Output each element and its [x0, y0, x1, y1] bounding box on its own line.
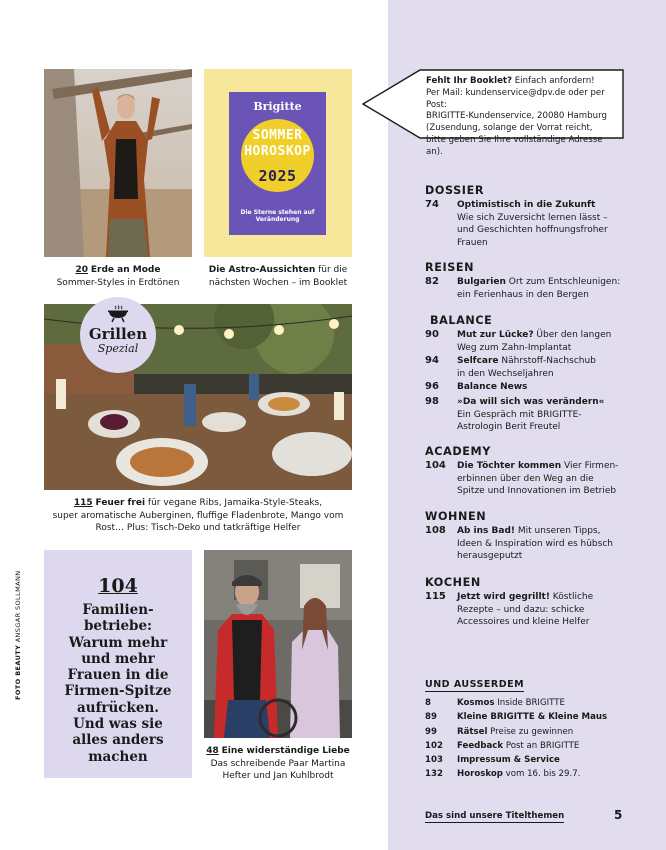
feature-page-number: 104 — [98, 575, 138, 597]
booklet-title-1: SOMMER — [252, 128, 303, 143]
photo-credit: FOTO BEAUTY ANSGAR SOLLMANN — [14, 570, 22, 700]
booklet-title-2: HOROSKOP — [244, 144, 311, 159]
couple-photo[interactable] — [204, 550, 352, 738]
page-number: 5 — [614, 808, 623, 822]
caption-liebe: 48 Eine widerständige Liebe Das schreibende Paar Martina Hefter und Jan Kuhlbrodt — [206, 746, 350, 781]
section-dossier: DOSSIER — [425, 184, 485, 197]
badge-word-2: Spezial — [97, 342, 139, 355]
booklet-year: 2025 — [258, 167, 297, 185]
caption-astro: Die Astro-Aussichten für die nächsten Wochen – im Booklet — [208, 265, 348, 288]
section-kochen: KOCHEN — [425, 576, 481, 589]
booklet-tagline: Die Sterne stehen auf Veränderung — [240, 209, 315, 223]
caption-grill: 115 Feuer frei für vegane Ribs, Jamaika-Style-Steaks, super aromatische Auberginen, fluffige Fladenbrote, Mango vom Rost… Plus: Tisch-Deko und tatkräftige Helfer — [52, 498, 344, 533]
footer-label: Das sind unsere Titelthemen — [425, 811, 565, 821]
booklet-brand: Brigitte — [253, 100, 302, 113]
caption-mode: 20 Erde an Mode Sommer-Styles in Erdtönen — [56, 265, 180, 288]
feature-teaser-box[interactable] — [44, 550, 192, 778]
section-wohnen: WOHNEN — [425, 510, 487, 523]
badge-word-1: Grillen — [88, 325, 148, 343]
booklet-callout — [362, 69, 624, 157]
booklet-cover[interactable] — [229, 92, 326, 235]
callout-text: Fehlt Ihr Booklet? Einfach anfordern! Per Mail: kundenservice@dpv.de oder per Post: BRIGITTE-Kundenservice, 20080 Hamburg (Zusendung, solange der Vorrat reicht, bitte geben Sie Ihre vollständige Adresse an). — [426, 76, 607, 157]
section-ausserdem: UND AUSSERDEM — [425, 679, 525, 690]
grill-spezial-badge — [80, 297, 156, 373]
section-reisen: REISEN — [425, 261, 475, 274]
grill-icon — [107, 305, 129, 323]
feature-headline: Familien- betriebe: Warum mehr und mehr Frauen in die Firmen-Spitze aufrücken. Und was sie alles anders machen — [64, 602, 172, 765]
fashion-photo[interactable] — [44, 69, 192, 257]
section-academy: ACADEMY — [425, 445, 491, 458]
section-balance: BALANCE — [430, 314, 493, 327]
